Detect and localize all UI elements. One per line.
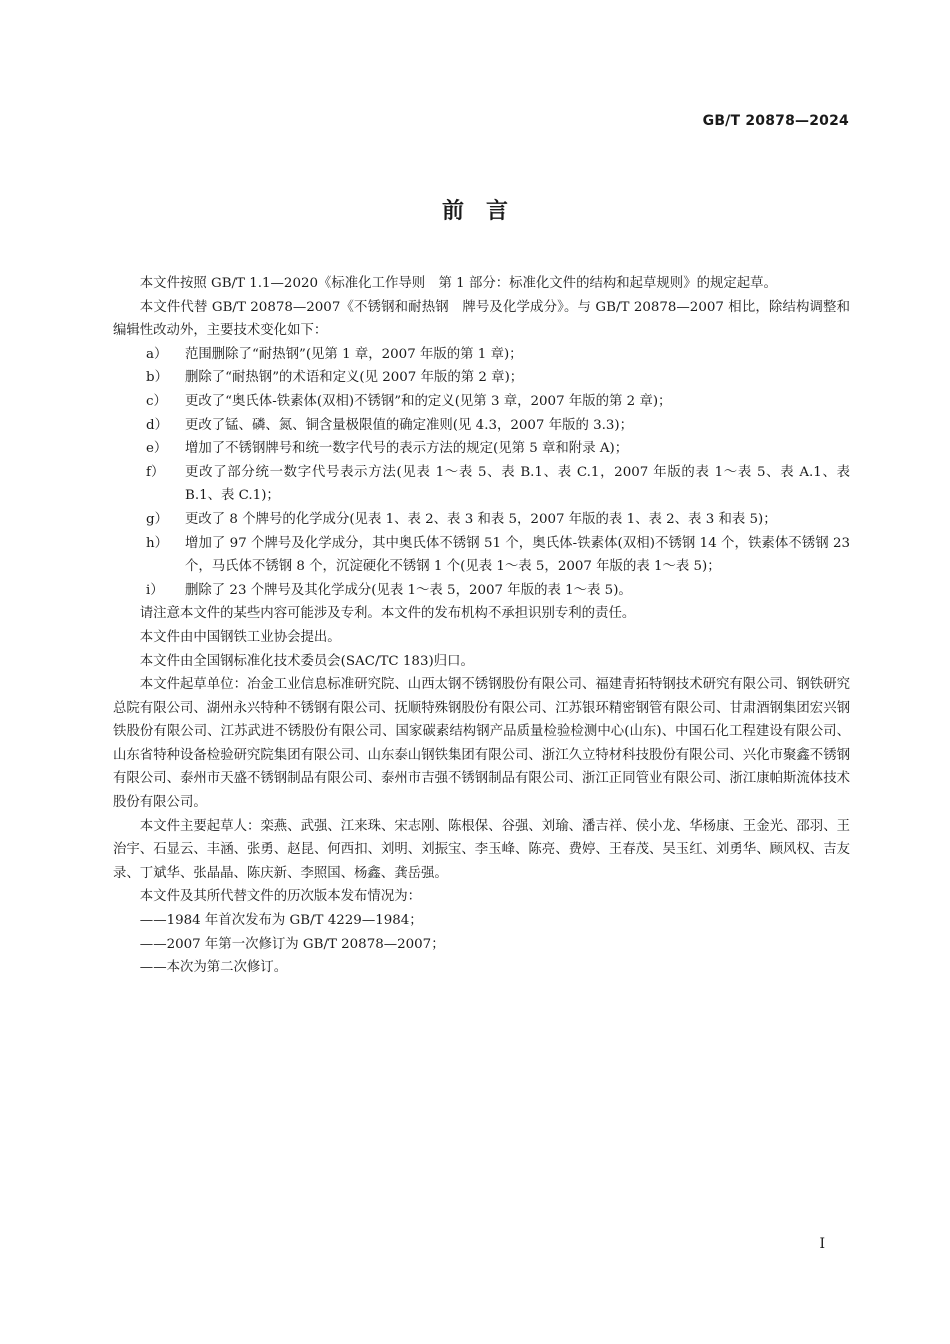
list-item [113, 343, 850, 367]
page-number: I [819, 1236, 825, 1252]
drafting-units-paragraph: 本文件起草单位：冶金工业信息标准研究院、山西太钢不锈钢股份有限公司、福建青拓特钢技术研究有限公司、钢铁研究总院有限公司、湖州永兴特种不锈钢有限公司、抚顺特殊钢股份有限公司、江苏银环精密钢管有限公司、甘肃酒钢集团宏兴钢铁股份有限公司、江苏武进不锈股份有限公司、国家碳素结构钢产品质量检验检测中心(山东)、中国石化工程建设有限公司、山东省特种设备检验研究院集团有限公司、山东泰山钢铁集团有限公司、浙江久立特材科技股份有限公司、兴化市聚鑫不锈钢有限公司、泰州市天盛不锈钢制品有限公司、泰州市吉强不锈钢制品有限公司、浙江正同管业有限公司、浙江康帕斯流体技术股份有限公司。 [113, 677, 850, 811]
list-item-text: 更改了部分统一数字代号表示方法(见表 1～表 5、表 B.1、表 C.1，2007 年版的表 1～表 5、表 A.1、表 B.1、表 C.1)； [185, 464, 850, 504]
list-item [113, 579, 850, 603]
list-item [113, 414, 850, 438]
committee-paragraph: 本文件由全国钢标准化技术委员会(SAC/TC 183)归口。 [139, 653, 474, 669]
list-item [113, 366, 850, 390]
list-marker: a） [146, 346, 168, 362]
list-item-text: 增加了不锈钢牌号和统一数字代号的表示方法的规定(见第 5 章和附录 A)； [185, 441, 629, 457]
drafters-paragraph: 本文件主要起草人：栾燕、武强、江来珠、宋志刚、陈根保、谷强、刘瑜、潘吉祥、侯小龙、华杨康、王金光、邵羽、王治宇、石显云、丰涵、张勇、赵昆、何西扣、刘明、刘振宝、李玉峰、陈亮、费婷、王春茂、吴玉红、刘勇华、顾风权、吉友录、丁斌华、张晶晶、陈庆新、李照国、杨鑫、龚岳强。 [113, 818, 850, 881]
list-marker: d） [146, 417, 168, 433]
history-item: ——本次为第二次修订。 [139, 960, 288, 976]
proposer-paragraph: 本文件由中国钢铁工业协会提出。 [139, 629, 341, 645]
list-marker: b） [146, 370, 168, 386]
list-marker: c） [146, 393, 167, 409]
list-marker: e） [146, 441, 168, 457]
paragraph: 本文件按照 GB/T 1.1—2020《标准化工作导则 第 1 部分：标准化文件的结构和起草规则》的规定起草。 [139, 276, 777, 291]
history-item: ——1984 年首次发布为 GB/T 4229—1984； [139, 913, 423, 929]
history-intro-paragraph: 本文件及其所代替文件的历次版本发布情况为： [139, 889, 421, 905]
history-item: ——2007 年第一次修订为 GB/T 20878—2007； [139, 936, 445, 952]
paragraph: 本文件代替 GB/T 20878—2007《不锈钢和耐热钢 牌号及化学成分》。与 GB/T 20878—2007 相比，除结构调整和编辑性改动外，主要技术变化如下： [113, 299, 850, 339]
list-marker: i） [146, 582, 164, 598]
foreword-body [113, 272, 850, 980]
standard-code: GB/T 20878—2024 [702, 113, 849, 129]
list-item-text: 删除了 23 个牌号及其化学成分(见表 1～表 5，2007 年版的表 1～表 5)。 [185, 582, 632, 598]
list-item-text: 更改了锰、磷、氮、铜含量极限值的确定准则(见 4.3，2007 年版的 3.3)； [185, 417, 634, 433]
list-item [113, 461, 850, 508]
list-item-text: 增加了 97 个牌号及化学成分，其中奥氏体不锈钢 51 个，奥氏体-铁素体(双相)不锈钢 14 个，铁素体不锈钢 23 个，马氏体不锈钢 8 个，沉淀硬化不锈钢 1 个(见表 1～表 5，2007 年版的表 1～表 5)； [185, 535, 850, 575]
list-item [113, 390, 850, 414]
list-item [113, 437, 850, 461]
list-marker: f） [146, 464, 165, 480]
list-item-text: 范围删除了“耐热钢”(见第 1 章，2007 年版的第 1 章)； [185, 346, 523, 362]
patent-notice: 请注意本文件的某些内容可能涉及专利。本文件的发布机构不承担识别专利的责任。 [139, 606, 636, 622]
list-item-text: 更改了“奥氏体-铁素体(双相)不锈钢”和的定义(见第 3 章，2007 年版的第 2 章)； [185, 393, 672, 409]
list-item-text: 删除了“耐热钢”的术语和定义(见 2007 年版的第 2 章)； [185, 370, 524, 386]
list-item [113, 532, 850, 579]
page-title: 前 言 [441, 199, 508, 224]
list-item-text: 更改了 8 个牌号的化学成分(见表 1、表 2、表 3 和表 5，2007 年版的表 1、表 2、表 3 和表 5)； [185, 511, 777, 527]
list-item [113, 508, 850, 532]
list-marker: g） [146, 511, 168, 527]
list-marker: h） [146, 535, 169, 551]
